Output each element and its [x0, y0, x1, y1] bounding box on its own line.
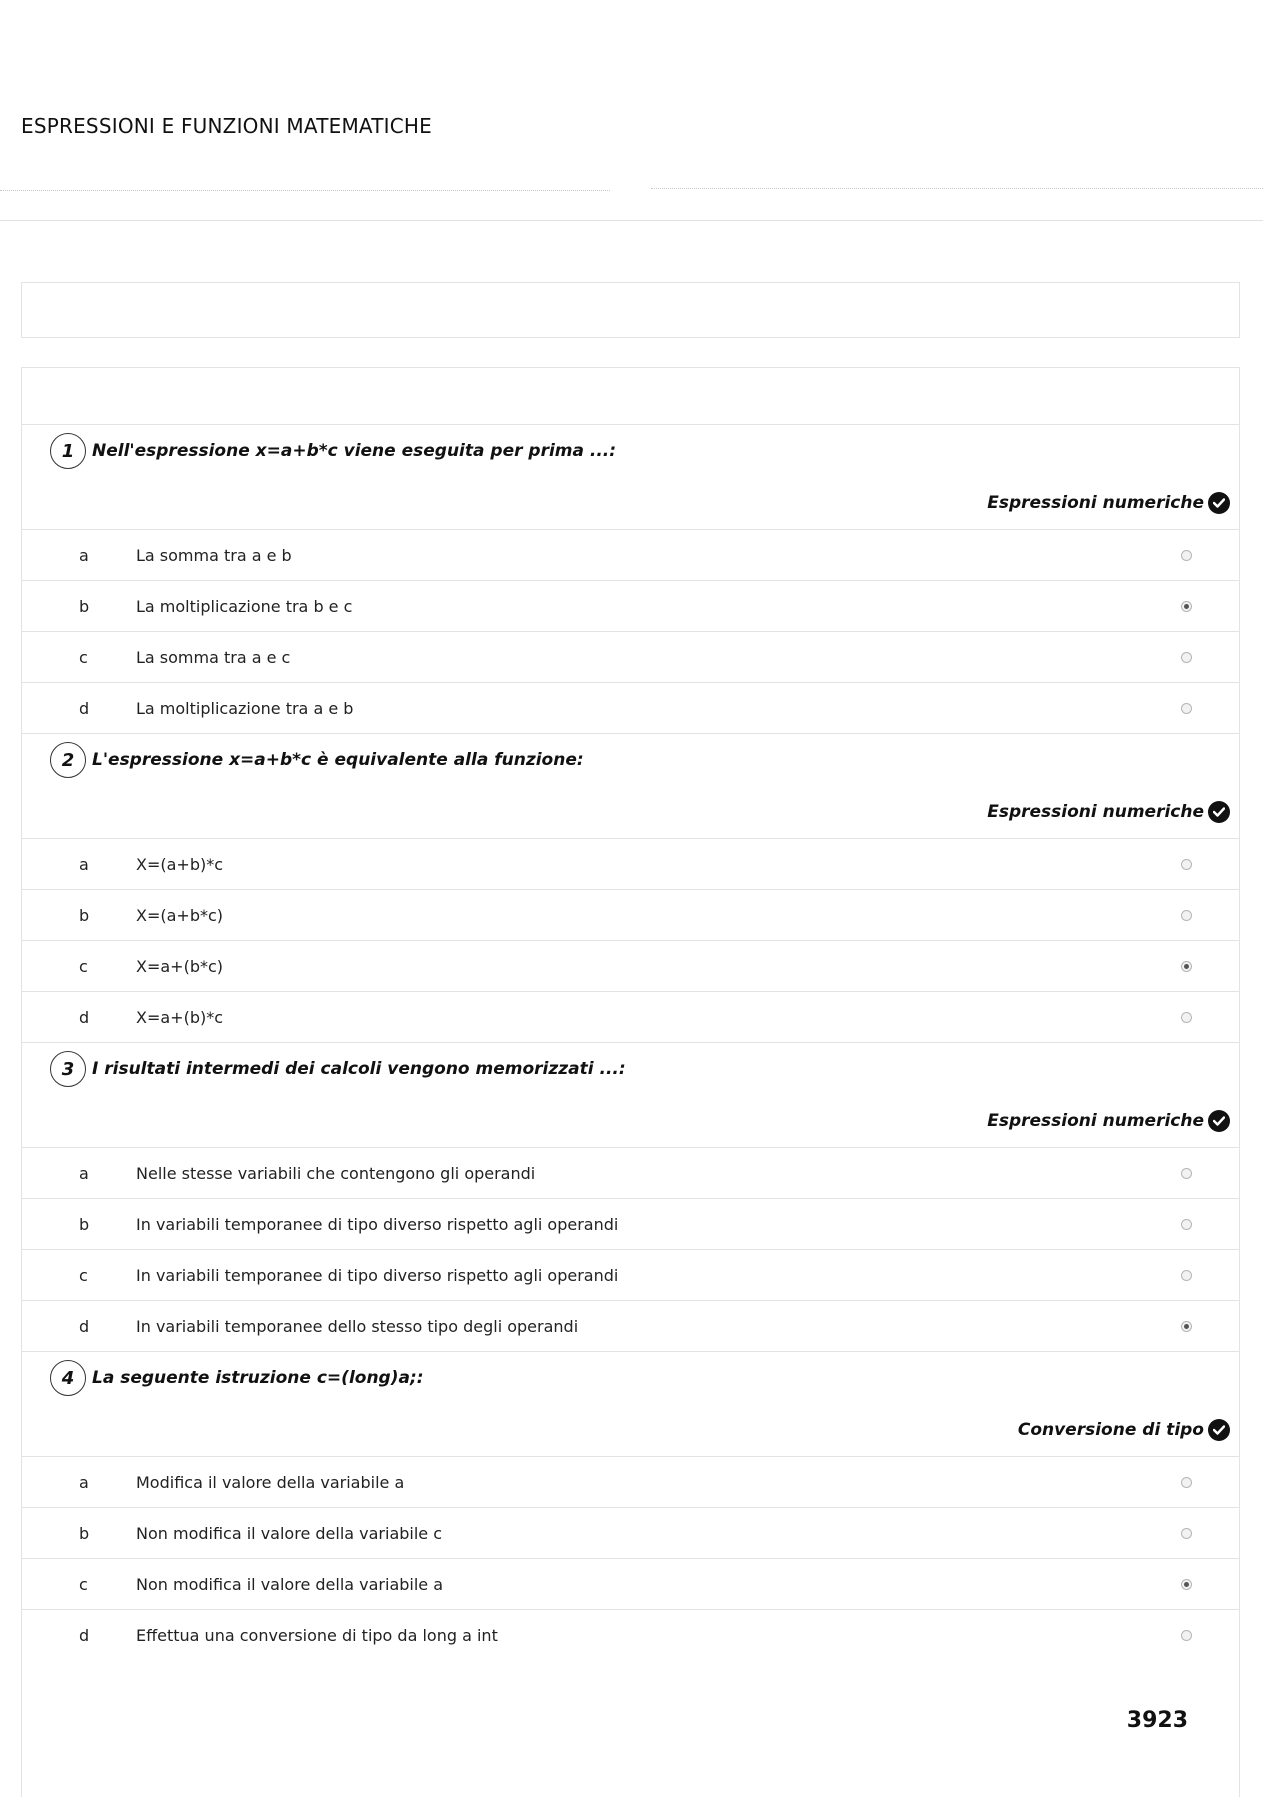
answer-text: Effettua una conversione di tipo da long a int [136, 1625, 498, 1645]
quiz-panel [21, 367, 1240, 1797]
header-divider-right [651, 188, 1263, 189]
answer-radio[interactable] [1181, 1630, 1192, 1641]
question-text: L'espressione x=a+b*c è equivalente alla funzione: [92, 750, 584, 770]
answer-row[interactable] [22, 632, 1239, 683]
answer-radio-selected[interactable] [1181, 961, 1192, 972]
check-circle-icon [1208, 1419, 1230, 1441]
page-number: 3923 [1126, 1708, 1188, 1733]
answer-letter: a [79, 1163, 89, 1183]
answer-text: La moltiplicazione tra a e b [136, 698, 354, 718]
answer-letter: d [79, 1625, 90, 1645]
answer-radio[interactable] [1181, 1477, 1192, 1488]
question-text: La seguente istruzione c=(long)a;: [92, 1368, 424, 1388]
answer-row[interactable] [22, 581, 1239, 632]
answer-text: In variabili temporanee dello stesso tipo degli operandi [136, 1316, 579, 1336]
answer-radio-selected[interactable] [1181, 601, 1192, 612]
answer-text: La moltiplicazione tra b e c [136, 596, 353, 616]
answer-row[interactable] [22, 1610, 1239, 1660]
answer-row[interactable] [22, 890, 1239, 941]
question-number: 4 [50, 1360, 86, 1396]
question-header [22, 734, 1239, 786]
quiz-panel-header [22, 368, 1239, 425]
answer-radio[interactable] [1181, 1270, 1192, 1281]
answer-row[interactable] [22, 1199, 1239, 1250]
question-header [22, 1352, 1239, 1404]
check-circle-icon [1208, 801, 1230, 823]
question-3 [22, 1043, 1239, 1352]
question-number: 3 [50, 1051, 86, 1087]
answer-radio[interactable] [1181, 1012, 1192, 1023]
answer-radio-selected[interactable] [1181, 1321, 1192, 1332]
question-1 [22, 425, 1239, 734]
topic-label: Espressioni numeriche [987, 1111, 1204, 1131]
answer-radio[interactable] [1181, 1528, 1192, 1539]
topic-label: Conversione di tipo [1017, 1420, 1204, 1440]
answer-letter: d [79, 1316, 90, 1336]
answer-text: Non modifica il valore della variabile a [136, 1574, 444, 1594]
answer-letter: b [79, 1214, 90, 1234]
page-title: ESPRESSIONI E FUNZIONI MATEMATICHE [21, 114, 433, 138]
question-text: I risultati intermedi dei calcoli vengono memorizzati ...: [92, 1059, 626, 1079]
header-rule [0, 220, 1263, 221]
check-circle-icon [1208, 1110, 1230, 1132]
question-2 [22, 734, 1239, 1043]
answer-row[interactable] [22, 530, 1239, 581]
answer-letter: d [79, 1007, 90, 1027]
answer-radio[interactable] [1181, 859, 1192, 870]
question-topic [22, 1095, 1239, 1148]
answer-radio-selected[interactable] [1181, 1579, 1192, 1590]
question-header [22, 425, 1239, 477]
answer-row[interactable] [22, 683, 1239, 734]
topic-label: Espressioni numeriche [987, 802, 1204, 822]
answer-letter: c [79, 1265, 88, 1285]
answer-radio[interactable] [1181, 652, 1192, 663]
answer-letter: c [79, 956, 88, 976]
answer-text: X=a+(b)*c [136, 1007, 224, 1027]
answer-radio[interactable] [1181, 910, 1192, 921]
answer-row[interactable] [22, 839, 1239, 890]
answer-text: La somma tra a e c [136, 647, 291, 667]
answer-text: Modifica il valore della variabile a [136, 1472, 405, 1492]
answer-row[interactable] [22, 1508, 1239, 1559]
answer-row[interactable] [22, 992, 1239, 1043]
answer-text: Non modifica il valore della variabile c [136, 1523, 443, 1543]
answer-row[interactable] [22, 1559, 1239, 1610]
question-number: 2 [50, 742, 86, 778]
answer-row[interactable] [22, 1457, 1239, 1508]
answer-letter: a [79, 854, 89, 874]
answer-letter: b [79, 596, 90, 616]
answer-text: In variabili temporanee di tipo diverso rispetto agli operandi [136, 1265, 619, 1285]
question-topic [22, 477, 1239, 530]
answer-radio[interactable] [1181, 703, 1192, 714]
answer-row[interactable] [22, 1148, 1239, 1199]
question-topic [22, 1404, 1239, 1457]
answer-radio[interactable] [1181, 1219, 1192, 1230]
check-circle-icon [1208, 492, 1230, 514]
answer-row[interactable] [22, 1250, 1239, 1301]
header-divider-left [0, 190, 610, 191]
answer-row[interactable] [22, 941, 1239, 992]
topic-label: Espressioni numeriche [987, 493, 1204, 513]
answer-text: X=a+(b*c) [136, 956, 224, 976]
answer-letter: d [79, 698, 90, 718]
answer-letter: a [79, 545, 89, 565]
answer-letter: b [79, 1523, 90, 1543]
answer-text: X=(a+b)*c [136, 854, 224, 874]
empty-panel [21, 282, 1240, 338]
answer-letter: c [79, 647, 88, 667]
question-number: 1 [50, 433, 86, 469]
answer-letter: a [79, 1472, 89, 1492]
quiz-panel-footer [22, 1660, 1239, 1780]
answer-letter: c [79, 1574, 88, 1594]
question-topic [22, 786, 1239, 839]
answer-text: La somma tra a e b [136, 545, 292, 565]
question-header [22, 1043, 1239, 1095]
answer-letter: b [79, 905, 90, 925]
answer-radio[interactable] [1181, 1168, 1192, 1179]
answer-radio[interactable] [1181, 550, 1192, 561]
answer-text: In variabili temporanee di tipo diverso rispetto agli operandi [136, 1214, 619, 1234]
question-text: Nell'espressione x=a+b*c viene eseguita per prima ...: [92, 441, 617, 461]
question-4 [22, 1352, 1239, 1660]
answer-text: X=(a+b*c) [136, 905, 224, 925]
answer-row[interactable] [22, 1301, 1239, 1352]
answer-text: Nelle stesse variabili che contengono gli operandi [136, 1163, 536, 1183]
